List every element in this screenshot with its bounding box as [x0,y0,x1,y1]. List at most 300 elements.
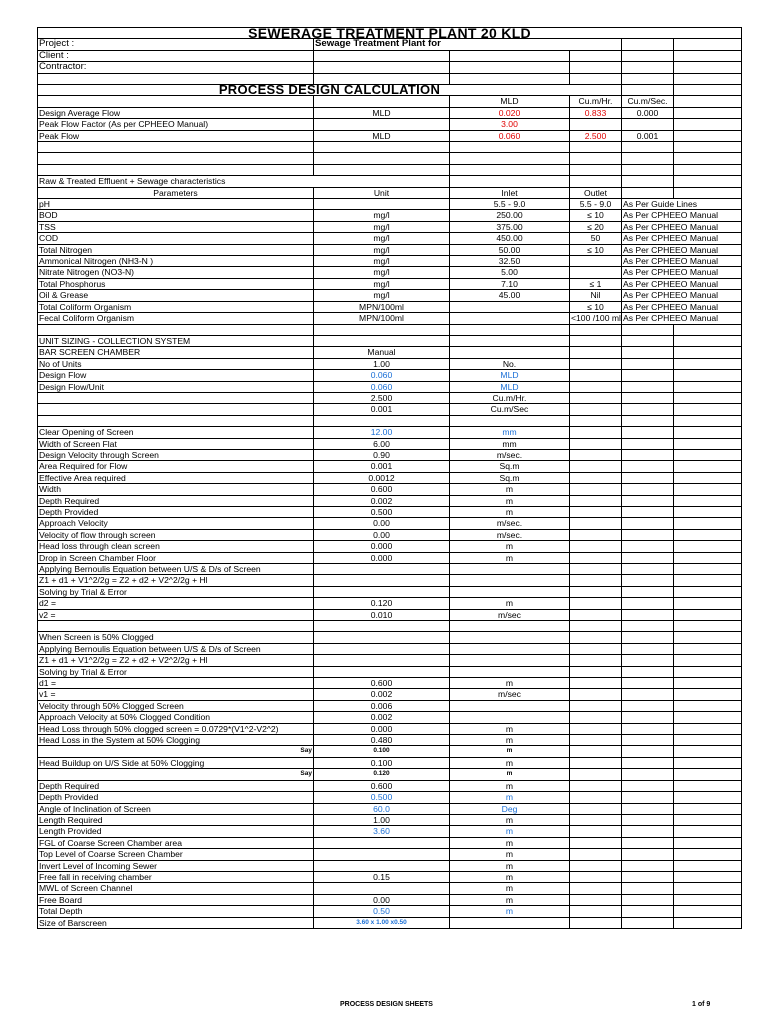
section-title-row [38,85,742,96]
empty-cell [570,746,622,757]
empty-cell [570,506,622,517]
unit-value: 12.00 [314,427,450,438]
empty-cell [450,164,570,175]
unit-measure: Deg [450,803,570,814]
param-unit [314,199,450,210]
param-name: TSS [38,221,314,232]
unit-measure [450,643,570,654]
unit-row [38,495,742,506]
col-cumsec: Cu.m/Sec. [622,96,674,107]
project-row [38,39,742,50]
param-note: As Per CPHEEO Manual [622,267,742,278]
empty-cell [622,575,674,586]
param-inlet [450,313,570,324]
unit-row [38,347,742,358]
empty-cell [674,609,742,620]
empty-cell [622,484,674,495]
empty-cell [674,427,742,438]
flow-mld: 3.00 [450,119,570,130]
empty-cell [622,438,674,449]
empty-cell [674,564,742,575]
empty-cell [622,427,674,438]
param-name: Total Phosphorus [38,278,314,289]
unit-row [38,461,742,472]
unit-measure [450,575,570,586]
unit-value: 0.500 [314,506,450,517]
empty-cell [622,564,674,575]
empty-cell [674,746,742,757]
empty-cell [674,575,742,586]
empty-cell [622,735,674,746]
unit-label: Total Depth [38,906,314,917]
empty-cell [622,643,674,654]
unit-value: 3.60 x 1.00 x0.50 [314,917,450,928]
unit-measure: m/sec. [450,518,570,529]
empty-cell [674,119,742,130]
empty-cell [570,164,622,175]
unit-measure [450,666,570,677]
empty-cell [622,586,674,597]
unit-value: 2.500 [314,392,450,403]
unit-label: Depth Provided [38,506,314,517]
empty-cell [674,506,742,517]
empty-cell [570,438,622,449]
empty-cell [674,803,742,814]
param-note: As Per CPHEEO Manual [622,256,742,267]
empty-cell [622,404,674,415]
unit-label: Applying Bernoulis Equation between U/S & D/s of Screen [38,564,314,575]
unit-measure: m/sec. [450,529,570,540]
unit-row [38,814,742,825]
empty-cell [622,792,674,803]
unit-measure [450,632,570,643]
unit-measure [450,700,570,711]
empty-cell [570,757,622,768]
flow-unit: MLD [314,130,450,141]
empty-cell [622,632,674,643]
empty-cell [314,153,450,164]
empty-cell [570,894,622,905]
param-unit: mg/l [314,256,450,267]
unit-measure [450,347,570,358]
empty-cell [570,906,622,917]
unit-row [38,415,742,426]
param-note: As Per CPHEEO Manual [622,244,742,255]
unit-value [314,575,450,586]
param-outlet [570,267,622,278]
unit-value: 0.001 [314,461,450,472]
unit-value: 3.60 [314,826,450,837]
unit-value: 0.001 [314,404,450,415]
empty-cell [450,324,570,335]
empty-cell [622,62,674,73]
col-unit: Unit [314,187,450,198]
unit-label: Head Loss through 50% clogged screen = 0.0729*(V1^2-V2^2) [38,723,314,734]
empty-cell [570,73,622,84]
empty-cell [674,769,742,780]
unit-measure: mm [450,438,570,449]
unit-label: Head loss through clean screen [38,541,314,552]
unit-value [314,837,450,848]
unit-label: Depth Provided [38,792,314,803]
empty-cell [622,529,674,540]
empty-cell [674,449,742,460]
empty-cell [674,50,742,61]
empty-cell [314,50,450,61]
empty-cell [570,176,622,187]
unit-label: Z1 + d1 + V1^2/2g = Z2 + d2 + V2^2/2g + Hl [38,655,314,666]
unit-row [38,712,742,723]
unit-label [38,415,314,426]
empty-cell [570,803,622,814]
empty-cell [622,370,674,381]
empty-cell [570,541,622,552]
unit-measure: m [450,906,570,917]
empty-cell [570,324,622,335]
unit-row [38,484,742,495]
unit-value [314,415,450,426]
empty-cell [570,552,622,563]
unit-label: d1 = [38,678,314,689]
empty-cell [622,164,674,175]
unit-measure: Sq.m [450,472,570,483]
empty-cell [570,415,622,426]
unit-measure: MLD [450,370,570,381]
param-name: Oil & Grease [38,290,314,301]
spacer-row [38,324,742,335]
empty-cell [622,712,674,723]
param-outlet: ≤ 10 [570,301,622,312]
empty-cell [450,176,570,187]
empty-cell [622,700,674,711]
unit-value: 0.000 [314,541,450,552]
param-name: BOD [38,210,314,221]
empty-cell [570,575,622,586]
flow-row [38,130,742,141]
unit-row [38,370,742,381]
empty-cell [622,85,674,96]
empty-cell [570,712,622,723]
param-unit: MPN/100ml [314,313,450,324]
unit-row [38,335,742,346]
param-unit: mg/l [314,278,450,289]
empty-cell [674,176,742,187]
unit-measure: m [450,826,570,837]
param-inlet: 450.00 [450,233,570,244]
param-inlet: 250.00 [450,210,570,221]
empty-cell [674,335,742,346]
empty-cell [38,73,314,84]
empty-cell [38,324,314,335]
unit-value: Manual [314,347,450,358]
unit-value: 0.000 [314,723,450,734]
param-note: As Per CPHEEO Manual [622,301,742,312]
unit-label: Head Buildup on U/S Side at 50% Clogging [38,757,314,768]
empty-cell [674,153,742,164]
param-inlet: 5.5 - 9.0 [450,199,570,210]
unit-label [38,404,314,415]
empty-cell [622,324,674,335]
unit-measure: m [450,678,570,689]
empty-cell [622,871,674,882]
characteristic-row [38,301,742,312]
unit-row [38,449,742,460]
param-unit: mg/l [314,221,450,232]
unit-row [38,871,742,882]
empty-cell [622,883,674,894]
unit-row [38,769,742,780]
unit-row [38,541,742,552]
unit-measure: m [450,723,570,734]
empty-cell [674,586,742,597]
unit-label: Effective Area required [38,472,314,483]
unit-row [38,575,742,586]
unit-measure: m [450,894,570,905]
empty-cell [622,814,674,825]
empty-cell [570,700,622,711]
empty-cell [570,62,622,73]
empty-cell [674,484,742,495]
unit-label: Length Required [38,814,314,825]
empty-cell [622,757,674,768]
unit-label: Solving by Trial & Error [38,586,314,597]
unit-label: Depth Required [38,495,314,506]
empty-cell [570,564,622,575]
unit-row [38,404,742,415]
unit-label: Free fall in receiving chamber [38,871,314,882]
flow-row [38,119,742,130]
say-label: Say [38,769,314,780]
empty-cell [674,73,742,84]
spacer-row [38,153,742,164]
empty-cell [314,324,450,335]
characteristic-row [38,256,742,267]
unit-row [38,849,742,860]
flow-label: Peak Flow [38,130,314,141]
empty-cell [674,689,742,700]
unit-row [38,689,742,700]
unit-value [314,643,450,654]
empty-cell [622,655,674,666]
empty-cell [450,153,570,164]
unit-row [38,837,742,848]
empty-cell [570,495,622,506]
flow-label: Design Average Flow [38,107,314,118]
empty-cell [622,506,674,517]
unit-measure: m [450,552,570,563]
flow-unit [314,119,450,130]
unit-value: 1.00 [314,814,450,825]
empty-cell [622,621,674,632]
empty-cell [622,780,674,791]
unit-label: Drop in Screen Chamber Floor [38,552,314,563]
param-outlet: ≤ 10 [570,244,622,255]
empty-cell [674,598,742,609]
empty-cell [570,518,622,529]
empty-cell [674,814,742,825]
unit-row [38,438,742,449]
col-outlet: Outlet [570,187,622,198]
unit-value: 0.600 [314,484,450,495]
client-label: Client : [38,50,314,61]
empty-cell [674,917,742,928]
unit-row [38,746,742,757]
empty-cell [622,518,674,529]
empty-cell [570,484,622,495]
unit-row [38,860,742,871]
empty-cell [674,723,742,734]
characteristic-row [38,210,742,221]
unit-value [314,621,450,632]
param-name: COD [38,233,314,244]
empty-cell [674,415,742,426]
empty-cell [570,404,622,415]
unit-value [314,860,450,871]
unit-label: Size of Barscreen [38,917,314,928]
empty-cell [570,461,622,472]
characteristic-row [38,267,742,278]
empty-cell [674,655,742,666]
unit-value [314,335,450,346]
col-parameters: Parameters [38,187,314,198]
unit-value [314,883,450,894]
unit-label: Velocity of flow through screen [38,529,314,540]
flow-header-row [38,96,742,107]
empty-cell [674,187,742,198]
contractor-row [38,62,742,73]
unit-value: 60.0 [314,803,450,814]
empty-cell [450,142,570,153]
empty-cell [450,50,570,61]
unit-label: No of Units [38,358,314,369]
param-note: As Per CPHEEO Manual [622,221,742,232]
unit-value [314,655,450,666]
characteristic-row [38,313,742,324]
unit-label: MWL of Screen Channel [38,883,314,894]
unit-label [38,621,314,632]
unit-measure [450,655,570,666]
unit-value: 0.00 [314,894,450,905]
col-mld: MLD [450,96,570,107]
empty-cell [570,50,622,61]
empty-cell [622,906,674,917]
unit-measure: Sq.m [450,461,570,472]
unit-row [38,621,742,632]
unit-label: BAR SCREEN CHAMBER [38,347,314,358]
empty-cell [674,142,742,153]
unit-label: Design Flow/Unit [38,381,314,392]
empty-cell [622,495,674,506]
unit-measure: m [450,735,570,746]
unit-row [38,392,742,403]
unit-row [38,552,742,563]
unit-measure: m [450,746,570,757]
unit-measure: Cu.m/Sec [450,404,570,415]
empty-cell [674,792,742,803]
empty-cell [622,769,674,780]
empty-cell [570,837,622,848]
flow-cumsec: 0.001 [622,130,674,141]
characteristics-title-row [38,176,742,187]
unit-measure: m [450,598,570,609]
param-inlet: 375.00 [450,221,570,232]
unit-measure: Cu.m/Hr. [450,392,570,403]
unit-value: 0.15 [314,871,450,882]
empty-cell [570,666,622,677]
unit-measure [450,917,570,928]
empty-cell [622,609,674,620]
empty-cell [674,757,742,768]
empty-cell [622,723,674,734]
empty-cell [622,347,674,358]
empty-cell [570,358,622,369]
spacer-row [38,73,742,84]
unit-label: v1 = [38,689,314,700]
empty-cell [622,461,674,472]
empty-cell [570,621,622,632]
param-outlet: ≤ 1 [570,278,622,289]
unit-measure: m/sec. [450,449,570,460]
unit-row [38,826,742,837]
param-inlet [450,301,570,312]
unit-measure: m/sec [450,609,570,620]
empty-cell [622,826,674,837]
project-value: Sewage Treatment Plant for [314,39,622,50]
empty-cell [570,609,622,620]
param-outlet: Nil [570,290,622,301]
empty-cell [674,894,742,905]
empty-cell [570,678,622,689]
empty-cell [674,735,742,746]
unit-row [38,917,742,928]
empty-cell [622,849,674,860]
empty-cell [674,643,742,654]
empty-cell [622,449,674,460]
empty-cell [674,700,742,711]
unit-value: 0.100 [314,746,450,757]
empty-cell [622,381,674,392]
empty-cell [622,472,674,483]
empty-cell [570,335,622,346]
unit-value: 0.010 [314,609,450,620]
process-design-table [37,27,742,929]
empty-cell [570,153,622,164]
empty-cell [570,598,622,609]
unit-label: Angle of Inclination of Screen [38,803,314,814]
unit-label: d2 = [38,598,314,609]
unit-row [38,518,742,529]
empty-cell [622,552,674,563]
unit-row [38,586,742,597]
empty-cell [674,552,742,563]
characteristics-title: Raw & Treated Effluent + Sewage characteristics [38,176,450,187]
empty-cell [570,780,622,791]
unit-measure: m [450,757,570,768]
unit-measure [450,415,570,426]
unit-value: 0.600 [314,678,450,689]
param-outlet: ≤ 10 [570,210,622,221]
param-outlet: 5.5 - 9.0 [570,199,622,210]
param-unit: mg/l [314,267,450,278]
unit-label: Width [38,484,314,495]
characteristic-row [38,278,742,289]
unit-measure: m [450,860,570,871]
empty-cell [622,153,674,164]
client-row [38,50,742,61]
empty-cell [622,678,674,689]
unit-label: Z1 + d1 + V1^2/2g = Z2 + d2 + V2^2/2g + Hl [38,575,314,586]
unit-label: Head Loss in the System at 50% Clogging [38,735,314,746]
